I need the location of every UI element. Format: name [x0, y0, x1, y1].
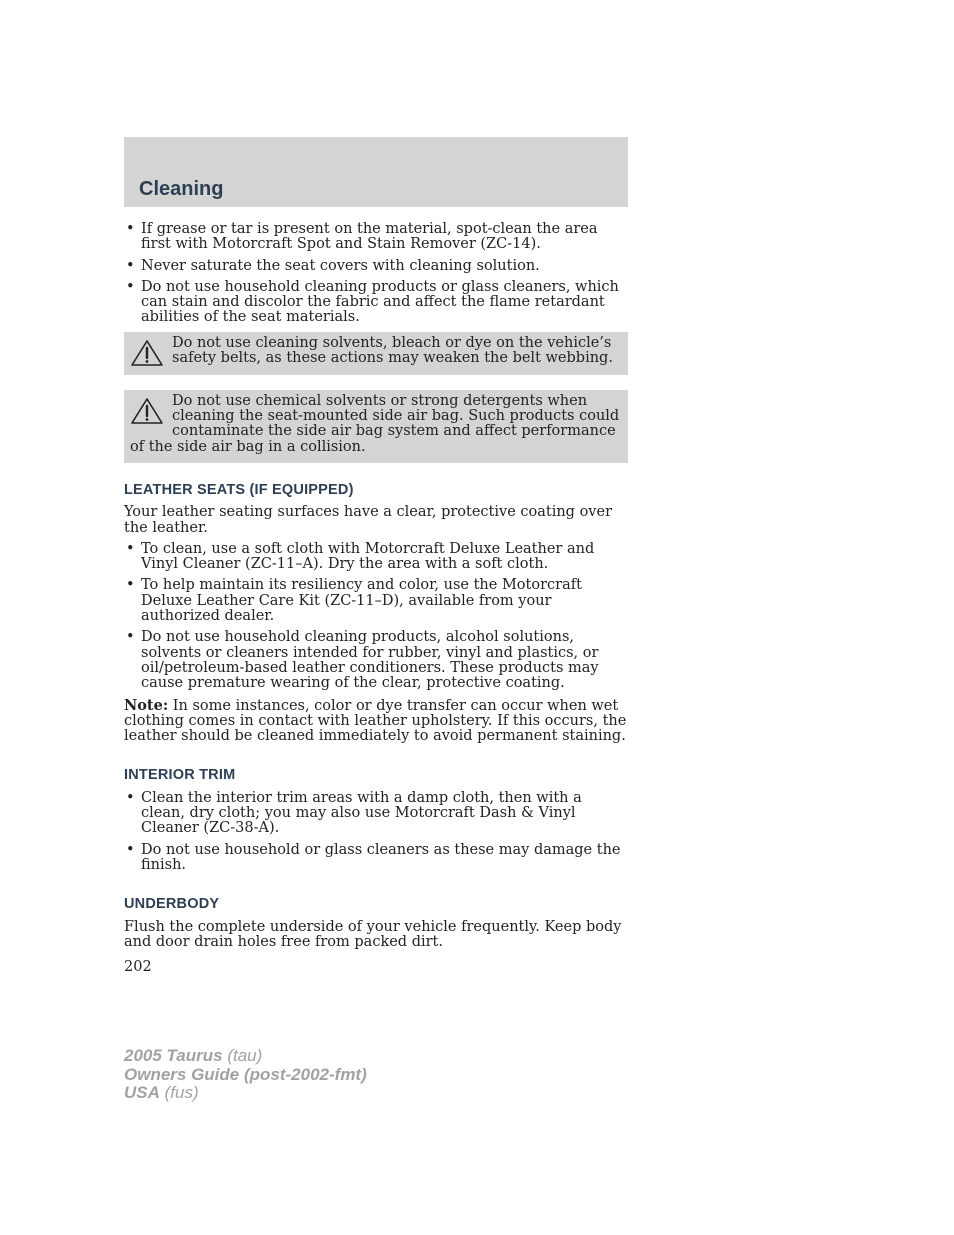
leather-note: [124, 698, 628, 745]
footer-line-guide: Owners Guide (post-2002-fmt): [124, 1064, 367, 1084]
warning-triangle-icon: [130, 397, 164, 425]
list-item: • If grease or tar is present on the material, spot-clean the area first with Motorcraft Spot and Stain Remover (ZC-14).: [126, 221, 598, 253]
list-item: • To help maintain its resiliency and color, use the Motorcraft Deluxe Leather Care Kit (ZC-11–D), available from your authorized dealer.: [126, 577, 582, 625]
list-item: • Never saturate the seat covers with cleaning solution.: [126, 257, 540, 274]
warning-text: Do not use cleaning solvents, bleach or dye on the vehicle’s safety belts, as these actions may weaken the belt webbing.: [172, 334, 613, 367]
document-footer: [124, 1047, 367, 1103]
underbody-text: Flush the complete underside of your vehicle frequently. Keep body and door drain holes free from packed dirt.: [124, 918, 622, 950]
leather-intro: Your leather seating surfaces have a clear, protective coating over the leather.: [124, 504, 613, 536]
warning-triangle-icon: [130, 339, 164, 367]
warning-box-safety-belts: [124, 332, 628, 375]
heading-underbody: UNDERBODY: [124, 896, 220, 913]
section-header-bar: [124, 137, 628, 207]
interior-trim-list: [124, 791, 628, 873]
list-item: • Do not use household cleaning products, alcohol solutions, solvents or cleaners intended for rubber, vinyl and plastics, or oil/petroleum-based leather conditioners. These products may cause premature wearing of the clear, protective coating.: [126, 629, 599, 692]
note-text: In some instances, color or dye transfer can occur when wet clothing comes in contact with leather upholstery. If this occurs, the leather should be cleaned immediately to avoid permanent staining.: [124, 697, 627, 745]
heading-interior-trim: INTERIOR TRIM: [124, 767, 236, 784]
page-content: [124, 222, 628, 975]
list-item: • Clean the interior trim areas with a damp cloth, then with a clean, dry cloth; you may also use Motorcraft Dash & Vinyl Cleaner (ZC-38-A).: [126, 789, 582, 837]
footer-line-market: USA (fus): [124, 1083, 199, 1102]
list-item: • Do not use household cleaning products or glass cleaners, which can stain and discolor the fabric and affect the flame retardant abilities of the seat materials.: [126, 278, 619, 326]
list-item: • Do not use household or glass cleaners as these may damage the finish.: [126, 841, 621, 873]
list-item: • To clean, use a soft cloth with Motorcraft Deluxe Leather and Vinyl Cleaner (ZC-11–A). Dry the area with a soft cloth.: [126, 540, 595, 573]
warning-text: Do not use chemical solvents or strong detergents when cleaning the seat-mounted side air bag. Such products could contaminate the side air bag system and affect performance of the side air bag in a collision.: [130, 392, 620, 455]
heading-leather-seats: LEATHER SEATS (IF EQUIPPED): [124, 481, 354, 498]
warning-box-side-air-bag: [124, 390, 628, 463]
note-label: Note:: [124, 696, 169, 714]
leather-list: [124, 542, 628, 692]
section-title: Cleaning: [139, 178, 224, 200]
footer-line-model: 2005 Taurus (tau): [124, 1046, 263, 1065]
page-number: 202: [124, 959, 152, 976]
fabric-cleaning-list: [124, 222, 628, 326]
